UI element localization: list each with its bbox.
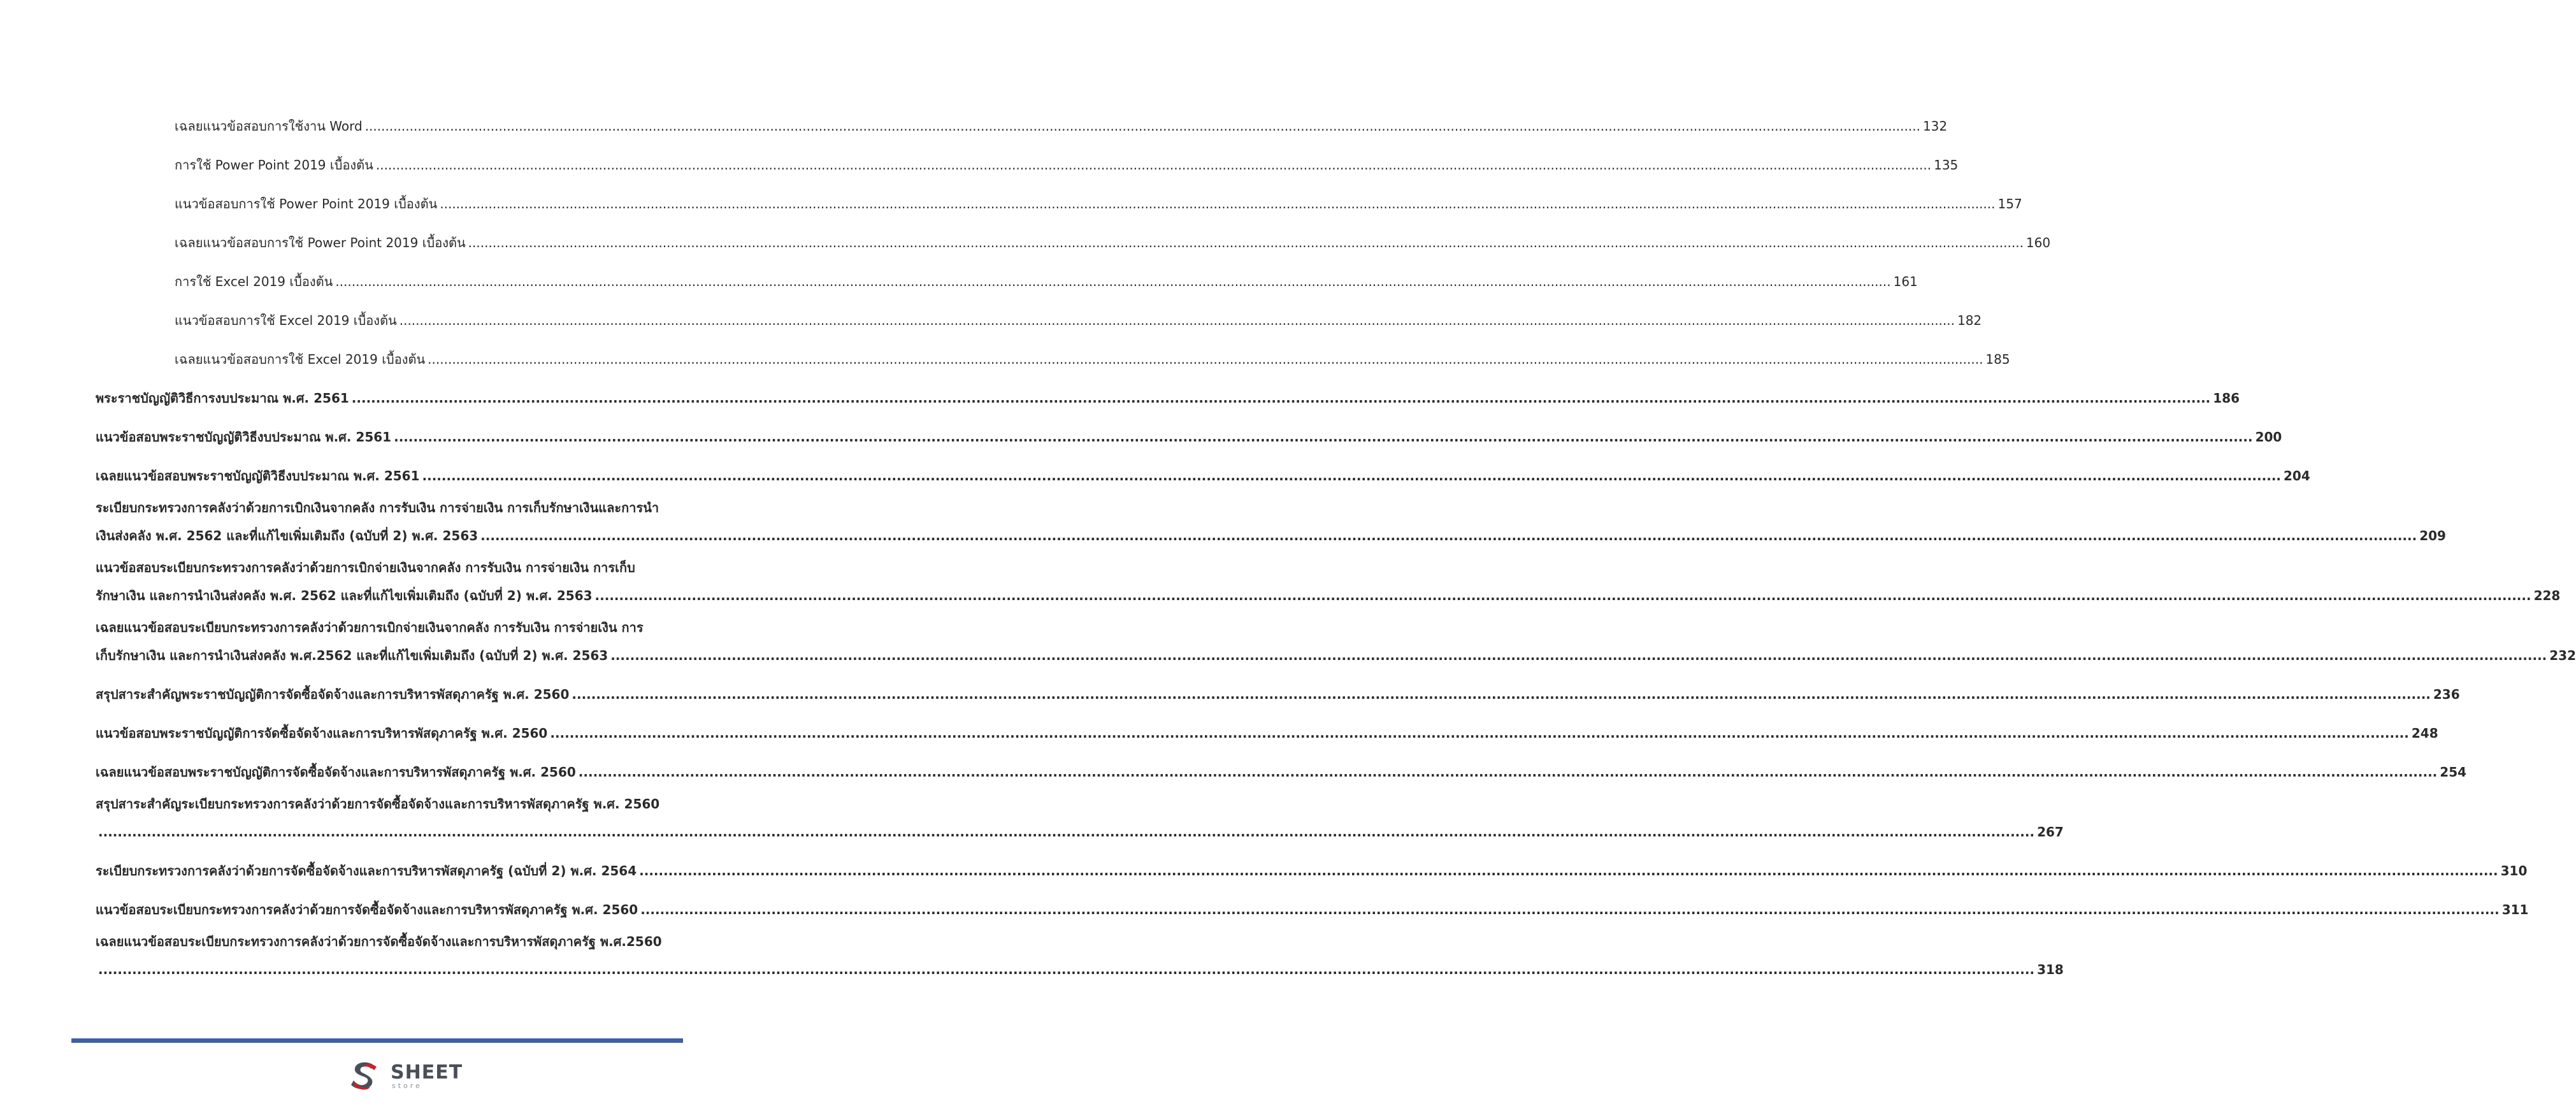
toc-entry-title-line1: ระเบียบกระทรวงการคลังว่าด้วยการเบิกเงินจากคลัง การรับเงิน การจ่ายเงิน การเก็บรักษาเงินและการนำ xyxy=(96,500,659,515)
toc-page-number: 132 xyxy=(1922,118,1948,134)
toc-leader-dots xyxy=(376,158,1931,172)
toc-entry-title-line1: เฉลยแนวข้อสอบระเบียบกระทรวงการคลังว่าด้วยการจัดซื้อจัดจ้างและการบริหารพัสดุภาครัฐ พ.ศ.2560 xyxy=(96,934,662,949)
toc-entry-title: เฉลยแนวข้อสอบการใช้ Excel 2019 เบื้องต้น xyxy=(175,352,426,367)
toc-entry[interactable] xyxy=(96,543,2561,603)
logo-main-text: SHEET xyxy=(391,1061,463,1084)
toc-entry-title: การใช้ Power Point 2019 เบื้องต้น xyxy=(175,157,373,173)
toc-page-number: 160 xyxy=(2026,235,2051,250)
toc-page-number: 310 xyxy=(2500,863,2528,878)
toc-leader-dots: ................................................................................................................................................................................................................................................................................................................................................................................................................ xyxy=(98,962,2035,977)
toc-entry[interactable] xyxy=(96,172,2022,211)
toc-entry-title-line1: แนวข้อสอบระเบียบกระทรวงการคลังว่าด้วยการเบิกจ่ายเงินจากคลัง การรับเงิน การจ่ายเงิน การเก็บ xyxy=(96,560,635,575)
toc-page-number: 161 xyxy=(1893,274,1918,289)
table-of-contents xyxy=(96,94,2576,977)
toc-page-number: 232 xyxy=(2549,648,2576,663)
toc-entry-title-line1: สรุปสาระสำคัญระเบียบกระทรวงการคลังว่าด้วยการจัดซื้อจัดจ้างและการบริหารพัสดุภาครัฐ พ.ศ. 2560 xyxy=(96,796,660,812)
toc-page-number: 157 xyxy=(1997,196,2022,211)
toc-leader-dots: ................................................................................................................................................................................................................................................................................................................................................................................................................ xyxy=(98,824,2035,840)
toc-leader-dots xyxy=(399,313,1955,327)
toc-page-number: 267 xyxy=(2037,824,2064,840)
toc-leader-dots xyxy=(639,864,2498,878)
toc-entry[interactable] xyxy=(96,94,1948,134)
toc-leader-dots xyxy=(394,430,2253,444)
toc-leader-dots xyxy=(422,469,2282,483)
toc-leader-dots xyxy=(440,197,1995,211)
toc-page-number: 185 xyxy=(1985,352,2010,367)
toc-entry[interactable] xyxy=(96,663,2460,702)
toc-page-number: 186 xyxy=(2213,391,2240,406)
toc-page-number: 236 xyxy=(2433,687,2460,702)
toc-entry-title: การใช้ Excel 2019 เบื้องต้น xyxy=(175,274,333,289)
toc-entry[interactable] xyxy=(96,211,2051,250)
toc-entry[interactable] xyxy=(96,603,2576,663)
toc-page-number: 135 xyxy=(1934,157,1959,173)
toc-entry-title: แนวข้อสอบระเบียบกระทรวงการคลังว่าด้วยการจัดซื้อจัดจ้างและการบริหารพัสดุภาครัฐ พ.ศ. 2560 xyxy=(96,902,638,917)
toc-entry[interactable] xyxy=(96,740,2467,780)
toc-entry-title: ระเบียบกระทรวงการคลังว่าด้วยการจัดซื้อจัดจ้างและการบริหารพัสดุภาครัฐ (ฉบับที่ 2) พ.ศ. 2564 xyxy=(96,863,637,878)
toc-entry[interactable] xyxy=(96,917,2064,977)
toc-entry-title-line1: เฉลยแนวข้อสอบระเบียบกระทรวงการคลังว่าด้วยการเบิกจ่ายเงินจากคลัง การรับเงิน การจ่ายเงิน การ xyxy=(96,620,644,635)
toc-leader-dots xyxy=(428,352,1983,366)
toc-entry-title: สรุปสาระสำคัญพระราชบัญญัติการจัดซื้อจัดจ้างและการบริหารพัสดุภาครัฐ พ.ศ. 2560 xyxy=(96,687,570,702)
toc-page-number: 311 xyxy=(2501,902,2529,917)
toc-entry-title-line2: รักษาเงิน และการนำเงินส่งคลัง พ.ศ. 2562 และที่แก้ไขเพิ่มเติมถึง (ฉบับที่ 2) พ.ศ. 2563 xyxy=(96,588,593,603)
toc-entry[interactable] xyxy=(96,366,2240,406)
sheet-store-logo xyxy=(347,1057,463,1094)
toc-leader-dots xyxy=(335,275,1890,289)
toc-leader-dots xyxy=(365,119,1920,133)
toc-page-number: 182 xyxy=(1957,313,1982,328)
toc-page-number: 254 xyxy=(2440,764,2467,780)
toc-entry[interactable] xyxy=(96,250,1918,289)
toc-entry[interactable] xyxy=(96,133,1959,173)
toc-entry-title: แนวข้อสอบการใช้ Power Point 2019 เบื้องต้น xyxy=(175,196,438,211)
toc-leader-dots xyxy=(579,765,2438,779)
sheet-store-logo-icon xyxy=(347,1058,383,1094)
toc-entry-title: แนวข้อสอบการใช้ Excel 2019 เบื้องต้น xyxy=(175,313,397,328)
toc-page-number: 204 xyxy=(2284,468,2310,484)
toc-page-number: 200 xyxy=(2255,429,2282,445)
toc-entry[interactable] xyxy=(96,327,2010,367)
toc-entry[interactable] xyxy=(96,701,2438,741)
toc-entry-title-line2: เงินส่งคลัง พ.ศ. 2562 และที่แก้ไขเพิ่มเติมถึง (ฉบับที่ 2) พ.ศ. 2563 xyxy=(96,528,479,543)
toc-leader-dots: ................................................................................................................................................................................................................................................................................................................................................................................................................ xyxy=(610,648,2547,663)
toc-entry-title: เฉลยแนวข้อสอบพระราชบัญญัติวิธีงบประมาณ พ.ศ. 2561 xyxy=(96,468,420,484)
toc-entry-title: แนวข้อสอบพระราชบัญญัติวิธีงบประมาณ พ.ศ. 2561 xyxy=(96,429,392,445)
toc-entry-title-line2: เก็บรักษาเงิน และการนำเงินส่งคลัง พ.ศ.2562 และที่แก้ไขเพิ่มเติมถึง (ฉบับที่ 2) พ.ศ. 2563 xyxy=(96,648,608,663)
toc-entry-title: เฉลยแนวข้อสอบการใช้งาน Word xyxy=(175,118,363,134)
toc-entry-title: แนวข้อสอบพระราชบัญญัติการจัดซื้อจัดจ้างและการบริหารพัสดุภาครัฐ พ.ศ. 2560 xyxy=(96,726,548,741)
toc-leader-dots xyxy=(640,903,2500,917)
toc-leader-dots: ................................................................................................................................................................................................................................................................................................................................................................................................................ xyxy=(480,528,2417,543)
toc-entry[interactable] xyxy=(96,779,2064,840)
toc-entry[interactable] xyxy=(96,289,1982,328)
toc-leader-dots: ................................................................................................................................................................................................................................................................................................................................................................................................................ xyxy=(594,588,2531,603)
toc-entry[interactable] xyxy=(96,839,2528,878)
logo-wordmark xyxy=(391,1063,463,1089)
toc-page-number: 209 xyxy=(2419,528,2446,543)
toc-entry[interactable] xyxy=(96,878,2529,917)
toc-entry[interactable] xyxy=(96,444,2310,484)
toc-entry-title: พระราชบัญญัติวิธีการงบประมาณ พ.ศ. 2561 xyxy=(96,391,349,406)
toc-entry[interactable] xyxy=(96,405,2282,445)
toc-page-number: 248 xyxy=(2411,726,2438,741)
toc-leader-dots xyxy=(572,687,2431,701)
toc-entry-title: เฉลยแนวข้อสอบพระราชบัญญัติการจัดซื้อจัดจ้างและการบริหารพัสดุภาครัฐ พ.ศ. 2560 xyxy=(96,764,576,780)
logo-sub-text: store xyxy=(392,1081,422,1090)
toc-leader-dots xyxy=(550,726,2409,740)
footer-rule xyxy=(71,1038,683,1043)
toc-page-number: 318 xyxy=(2037,962,2064,977)
toc-entry[interactable] xyxy=(96,483,2446,543)
toc-leader-dots xyxy=(352,391,2211,405)
toc-leader-dots xyxy=(468,236,2024,250)
toc-entry-title: เฉลยแนวข้อสอบการใช้ Power Point 2019 เบื้องต้น xyxy=(175,235,466,250)
toc-page-number: 228 xyxy=(2533,588,2561,603)
